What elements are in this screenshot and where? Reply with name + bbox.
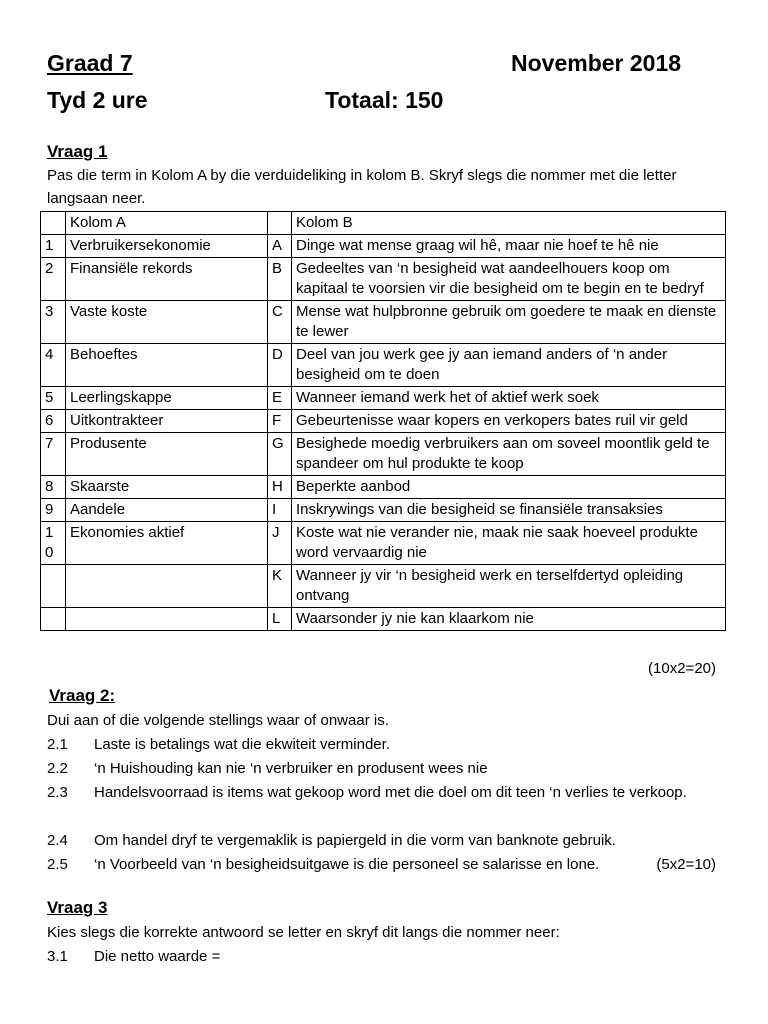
table-row: 1 Verbruikersekonomie A Dinge wat mense graag wil hê, maar nie hoef te hê nie [41, 235, 726, 258]
question-2-instruction: Dui aan of die volgende stellings waar of onwaar is. [47, 712, 389, 729]
question-2-title: Vraag 2: [49, 686, 116, 705]
table-row: K Wanneer jy vir ‘n besigheid werk en terselfdertyd opleiding ontvang [41, 565, 726, 608]
question-3-instruction: Kies slegs die korrekte antwoord se letter en skryf dit langs die nommer neer: [47, 924, 560, 941]
question-1-score: (10x2=20) [648, 660, 716, 677]
question-3-title: Vraag 3 [47, 898, 108, 917]
table-row: 3 Vaste koste C Mense wat hulpbronne gebruik om goedere te maak en dienste te lewer [41, 301, 726, 344]
table-row: 9 Aandele I Inskrywings van die besigheid se finansiële transaksies [41, 499, 726, 522]
table-row: 6 Uitkontrakteer F Gebeurtenisse waar kopers en verkopers bates ruil vir geld [41, 410, 726, 433]
column-a-header: Kolom A [66, 212, 268, 235]
table-row: 5 Leerlingskappe E Wanneer iemand werk het of aktief werk soek [41, 387, 726, 410]
exam-duration: Tyd 2 ure [47, 87, 148, 113]
column-b-header: Kolom B [292, 212, 726, 235]
table-row: 4 Behoeftes D Deel van jou werk gee jy aan iemand anders of ‘n ander besigheid om te doen [41, 344, 726, 387]
table-header-row [41, 212, 726, 235]
grade-heading: Graad 7 [47, 50, 133, 76]
table-row: 7 Produsente G Besighede moedig verbruikers aan om soveel moontlik geld te spandeer om hul produkte te koop [41, 433, 726, 476]
matching-table [40, 211, 726, 631]
table-row: 10 Ekonomies aktief J Koste wat nie verander nie, maak nie saak hoeveel produkte word vervaardig nie [41, 522, 726, 565]
question-2-score: (5x2=10) [656, 856, 716, 873]
question-1-title: Vraag 1 [47, 142, 108, 161]
table-row: 8 Skaarste H Beperkte aanbod [41, 476, 726, 499]
question-1-instruction: Pas die term in Kolom A by die verduideliking in kolom B. Skryf slegs die nommer met die letter langsaan neer. [47, 167, 677, 207]
table-row: L Waarsonder jy nie kan klaarkom nie [41, 608, 726, 631]
exam-total: Totaal: 150 [325, 87, 444, 113]
table-row: 2 Finansiële rekords B Gedeeltes van ‘n besigheid wat aandeelhouers koop om kapitaal te voorsien vir die besigheid om te begin en te bedryf [41, 258, 726, 301]
exam-date: November 2018 [511, 50, 682, 76]
